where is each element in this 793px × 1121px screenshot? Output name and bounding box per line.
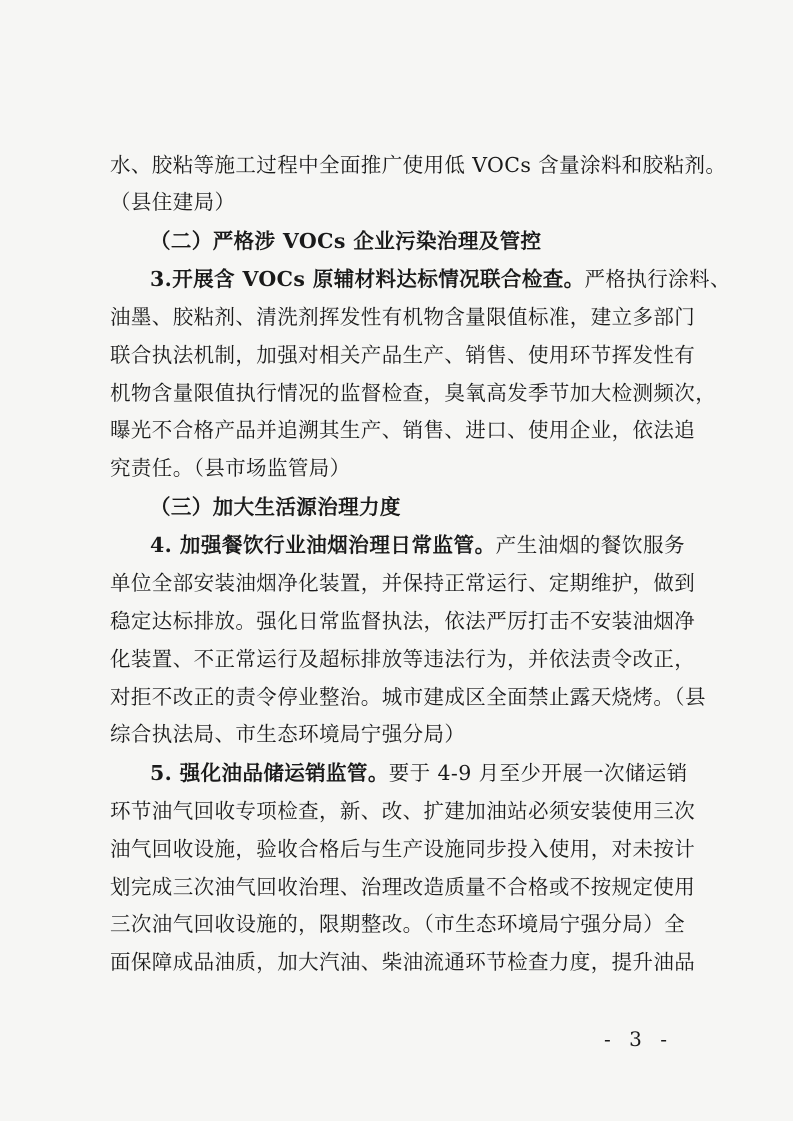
paragraph-line: 对拒不改正的责令停业整治。城市建成区全面禁止露天烧烤。（县: [110, 685, 706, 709]
paragraph-line: [150, 535, 685, 556]
paragraph-line: （县住建局）: [110, 190, 236, 214]
item-title: 4. 加强餐饮行业油烟治理日常监管。: [150, 533, 496, 557]
section-heading: （二）严格涉 VOCs 企业污染治理及管控: [150, 229, 542, 253]
paragraph-line: 环节油气回收专项检查，新、改、扩建加油站必须安装使用三次: [110, 799, 696, 823]
paragraph-line: 稳定达标排放。强化日常监督执法，依法严厉打击不安装油烟净: [110, 609, 696, 633]
paragraph-line: 油墨、胶粘剂、清洗剂挥发性有机物含量限值标准，建立多部门: [110, 305, 696, 329]
paragraph-line: 联合执法机制，加强对相关产品生产、销售、使用环节挥发性有: [110, 343, 696, 367]
paragraph-line: 机物含量限值执行情况的监督检查，臭氧高发季节加大检测频次，: [110, 381, 717, 405]
paragraph-line: [150, 761, 688, 785]
paragraph-line: [150, 267, 731, 291]
paragraph-line: 划完成三次油气回收治理、治理改造质量不合格或不按规定使用: [110, 875, 696, 899]
item-text: 严格执行涂料、: [584, 267, 731, 291]
paragraph-line: 综合执法局、市生态环境局宁强分局）: [110, 722, 466, 746]
paragraph-line: 三次油气回收设施的，限期整改。（市生态环境局宁强分局）全: [110, 912, 685, 936]
paragraph-line: 水、胶粘等施工过程中全面推广使用低 VOCs 含量涂料和胶粘剂。: [110, 153, 727, 177]
item-text: 要于 4-9 月至少开展一次储运销: [388, 761, 688, 785]
item-text: 产生油烟的餐饮服务: [495, 533, 685, 557]
item-title: 3.开展含 VOCs 原辅材料达标情况联合检查。: [150, 267, 585, 291]
paragraph-line: 曝光不合格产品并追溯其生产、销售、进口、使用企业，依法追: [110, 418, 696, 442]
paragraph-line: 油气回收设施，验收合格后与生产设施同步投入使用，对未按计: [110, 837, 696, 861]
paragraph-line: 单位全部安装油烟净化装置，并保持正常运行、定期维护，做到: [110, 571, 696, 595]
item-title: 5. 强化油品储运销监管。: [150, 761, 389, 785]
paragraph-line: 面保障成品油质，加大汽油、柴油流通环节检查力度，提升油品: [110, 950, 696, 974]
page-number: - 3 -: [604, 1027, 673, 1051]
section-heading: （三）加大生活源治理力度: [150, 495, 401, 519]
paragraph-line: 化装置、不正常运行及超标排放等违法行为，并依法责令改正，: [110, 647, 696, 671]
paragraph-line: 究责任。（县市场监管局）: [110, 456, 351, 480]
